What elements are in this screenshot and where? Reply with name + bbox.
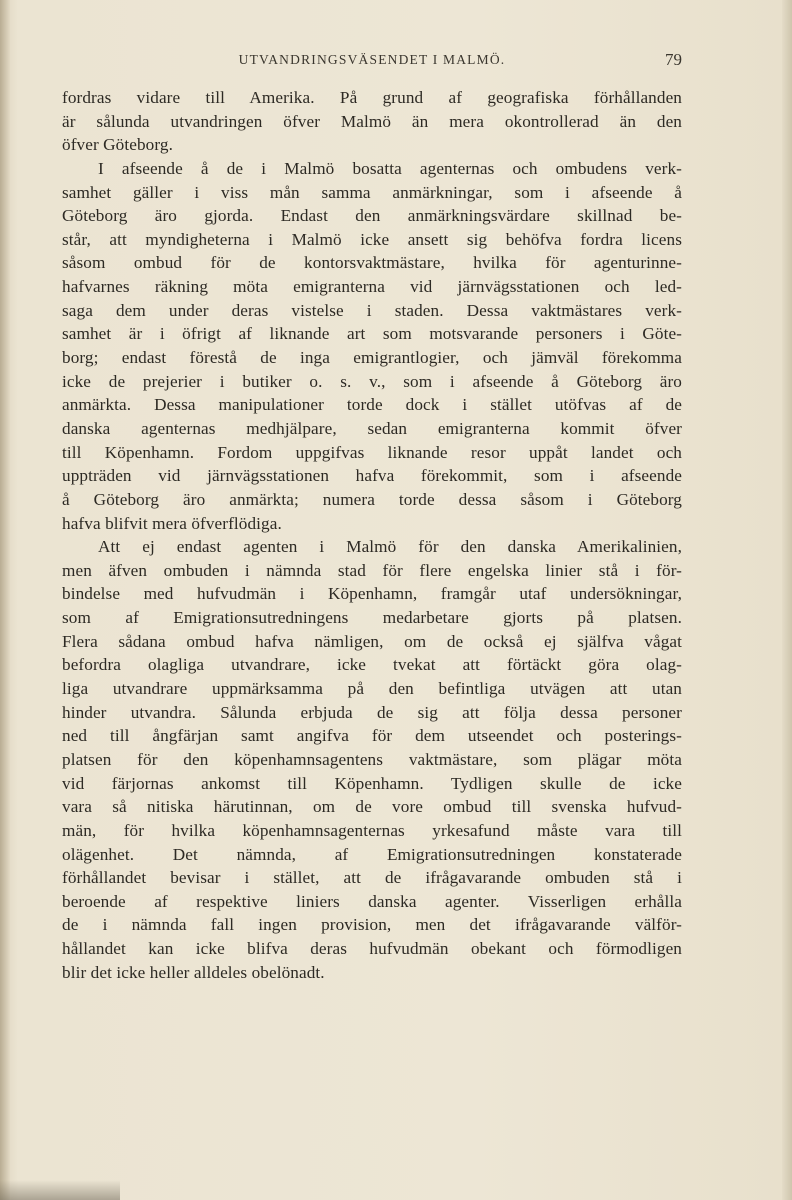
- running-title: UTVANDRINGSVÄSENDET I MALMÖ.: [238, 52, 506, 67]
- text-line: hinder utvandra. Sålunda erbjuda de sig att följa dessa personer: [62, 702, 682, 722]
- text-line: liga utvandrare uppmärksamma på den befintliga utvägen att utan: [62, 679, 682, 699]
- text-line: anmärkta. Dessa manipulationer torde dock i stället utöfvas af de: [62, 395, 682, 415]
- text-line: till Köpenhamn. Fordom uppgifvas liknande resor uppåt landet och: [62, 442, 682, 462]
- text-line: I afseende å de i Malmö bosatta agenternas och ombudens verk-: [98, 158, 682, 178]
- text-line: olägenhet. Det nämnda, af Emigrationsutredningen konstaterade: [62, 844, 682, 864]
- text-line: är sålunda utvandringen öfver Malmö än mera okontrollerad än den: [62, 111, 682, 131]
- text-line: de i nämnda fall ingen provision, men det ifrågavarande välför-: [62, 915, 682, 935]
- text-line: beroende af respektive liniers danska agenter. Visserligen erhålla: [62, 891, 682, 911]
- text-line: fordras vidare till Amerika. På grund af geografiska förhållanden: [62, 88, 682, 107]
- text-line: blir det icke heller alldeles obelönadt.: [62, 962, 325, 982]
- text-line: borg; endast förestå de inga emigrantlogier, och jämväl förekomma: [62, 348, 682, 368]
- text-line: män, för hvilka köpenhamnsagenternas yrkesafund måste vara till: [62, 820, 682, 840]
- page-corner-shadow: [0, 1180, 120, 1200]
- text-line: saga dem under deras vistelse i staden. Dessa vaktmästares verk-: [62, 300, 682, 320]
- text-line: vid färjornas ankomst till Köpenhamn. Tydligen skulle de icke: [62, 773, 682, 793]
- page-gutter-shadow: [0, 0, 10, 1200]
- text-line: står, att myndigheterna i Malmö icke ansett sig behöfva fordra licens: [62, 229, 682, 249]
- text-line: som af Emigrationsutredningens medarbetare gjorts på platsen.: [62, 608, 682, 628]
- text-line: samhet är i öfrigt af liknande art som motsvarande personers i Göte-: [62, 324, 682, 344]
- text-line: såsom ombud för de kontorsvaktmästare, hvilka för agenturinne-: [62, 253, 682, 273]
- text-line: ned till ångfärjan samt angifva för dem utseendet och posterings-: [62, 726, 682, 746]
- text-line: samhet gäller i viss mån samma anmärkningar, som i afseende å: [62, 182, 682, 202]
- text-line: icke de prejerier i butiker o. s. v., som i afseende å Göteborg äro: [62, 371, 682, 391]
- text-line: förhållandet bevisar i stället, att de ifrågavarande ombuden stå i: [62, 868, 682, 888]
- page-edge: [782, 0, 792, 1200]
- text-line: Flera sådana ombud hafva nämligen, om de också ej själfva vågat: [62, 631, 682, 651]
- text-line: hafvarnes räkning möta emigranterna vid järnvägsstationen och led-: [62, 277, 682, 297]
- text-line: befordra olagliga utvandrare, icke tvekat att förtäckt göra olag-: [62, 655, 682, 675]
- page-header: [62, 52, 682, 74]
- text-line: bindelse med hufvudmän i Köpenhamn, framgår utaf undersökningar,: [62, 584, 682, 604]
- text-line: öfver Göteborg.: [62, 135, 173, 155]
- text-line: Att ej endast agenten i Malmö för den danska Amerikalinien,: [98, 537, 682, 557]
- text-line: hållandet kan icke blifva deras hufvudmän obekant och förmodligen: [62, 939, 682, 959]
- page-number: 79: [665, 50, 682, 69]
- text-line: uppträden vid järnvägsstationen hafva förekommit, som i afseende: [62, 466, 682, 486]
- text-line: å Göteborg äro anmärkta; numera torde dessa såsom i Göteborg: [62, 489, 682, 509]
- text-line: danska agenternas medhjälpare, sedan emigranterna kommit öfver: [62, 418, 682, 438]
- body-text: [62, 86, 682, 984]
- text-line: Göteborg äro gjorda. Endast den anmärkningsvärdare skillnad be-: [62, 206, 682, 226]
- text-line: vara så nitiska härutinnan, om de vore ombud till svenska hufvud-: [62, 797, 682, 817]
- text-line: hafva blifvit mera öfverflödiga.: [62, 513, 282, 533]
- text-line: men äfven ombuden i nämnda stad för flere engelska linier stå i för-: [62, 560, 682, 580]
- text-line: platsen för den köpenhamnsagentens vaktmästare, som plägar möta: [62, 749, 682, 769]
